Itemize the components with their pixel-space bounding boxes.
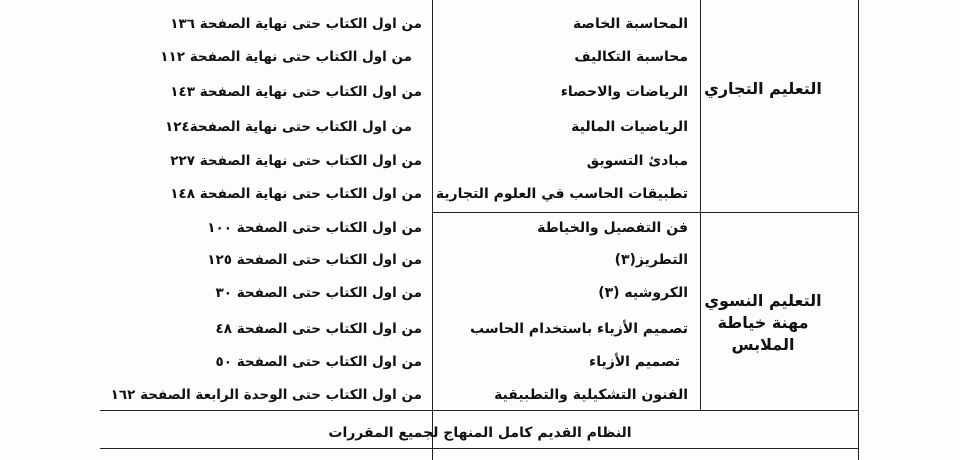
group-women <box>684 290 842 356</box>
course-name: محاسبة التكاليف <box>574 49 688 65</box>
course-scope: من اول الكتاب حتى نهاية الصفحة ٢٢٧ <box>170 153 422 169</box>
table-border-right <box>858 0 859 460</box>
group-commercial-line: التعليم التجاري <box>704 79 822 98</box>
course-scope: من اول الكتاب حتى الصفحة ٣٠ <box>215 285 422 301</box>
course-name: المحاسبة الخاصة <box>572 16 688 32</box>
group-women-line-2: مهنة خياطة الملابس <box>717 313 809 354</box>
column-divider-course <box>432 0 433 460</box>
footer-divider <box>100 410 859 411</box>
course-scope: من اول الكتاب حتى نهاية الصفحة١٢٤ <box>164 119 412 135</box>
course-name: التطريز(٣) <box>614 252 688 268</box>
footer-divider-bottom <box>100 448 859 449</box>
course-scope: من اول الكتاب حتى نهاية الصفحة ١١٢ <box>160 49 412 65</box>
course-scope: من اول الكتاب حتى الصفحة ٤٨ <box>215 321 422 337</box>
course-name: الكروشيه (٣) <box>598 285 688 301</box>
course-name: تصميم الأزياء <box>589 354 680 370</box>
course-scope: من اول الكتاب حتى نهاية الصفحة ١٤٨ <box>170 186 422 202</box>
group-commercial <box>684 78 842 100</box>
course-name: تصميم الأزياء باستخدام الحاسب <box>470 321 688 337</box>
group-divider <box>432 212 859 213</box>
course-name: الفنون التشكيلية والتطبيقية <box>494 387 688 403</box>
course-scope: من اول الكتاب حتى الوحدة الرابعة الصفحة ١٦٢ <box>110 387 422 403</box>
course-name: تطبيقات الحاسب في العلوم التجارية <box>435 186 688 202</box>
old-system-note: النظام القديم كامل المنهاج لجميع المقررات <box>328 425 632 441</box>
course-scope: من اول الكتاب حتى الصفحة ١٢٥ <box>207 252 422 268</box>
group-women-line-1: التعليم النسوي <box>704 291 822 310</box>
course-scope: من اول الكتاب حتى نهاية الصفحة ١٤٣ <box>170 84 422 100</box>
course-scope: من اول الكتاب حتى الصفحة ٥٠ <box>215 354 422 370</box>
course-name: مبادئ التسويق <box>586 153 688 169</box>
course-name: فن التفصيل والخياطة <box>537 220 688 236</box>
course-name: الرياضات والاحصاء <box>560 84 688 100</box>
course-scope: من اول الكتاب حتى نهاية الصفحة ١٣٦ <box>170 16 422 32</box>
course-name: الرياضيات المالية <box>571 119 688 135</box>
course-scope: من اول الكتاب حتى الصفحة ١٠٠ <box>207 220 422 236</box>
